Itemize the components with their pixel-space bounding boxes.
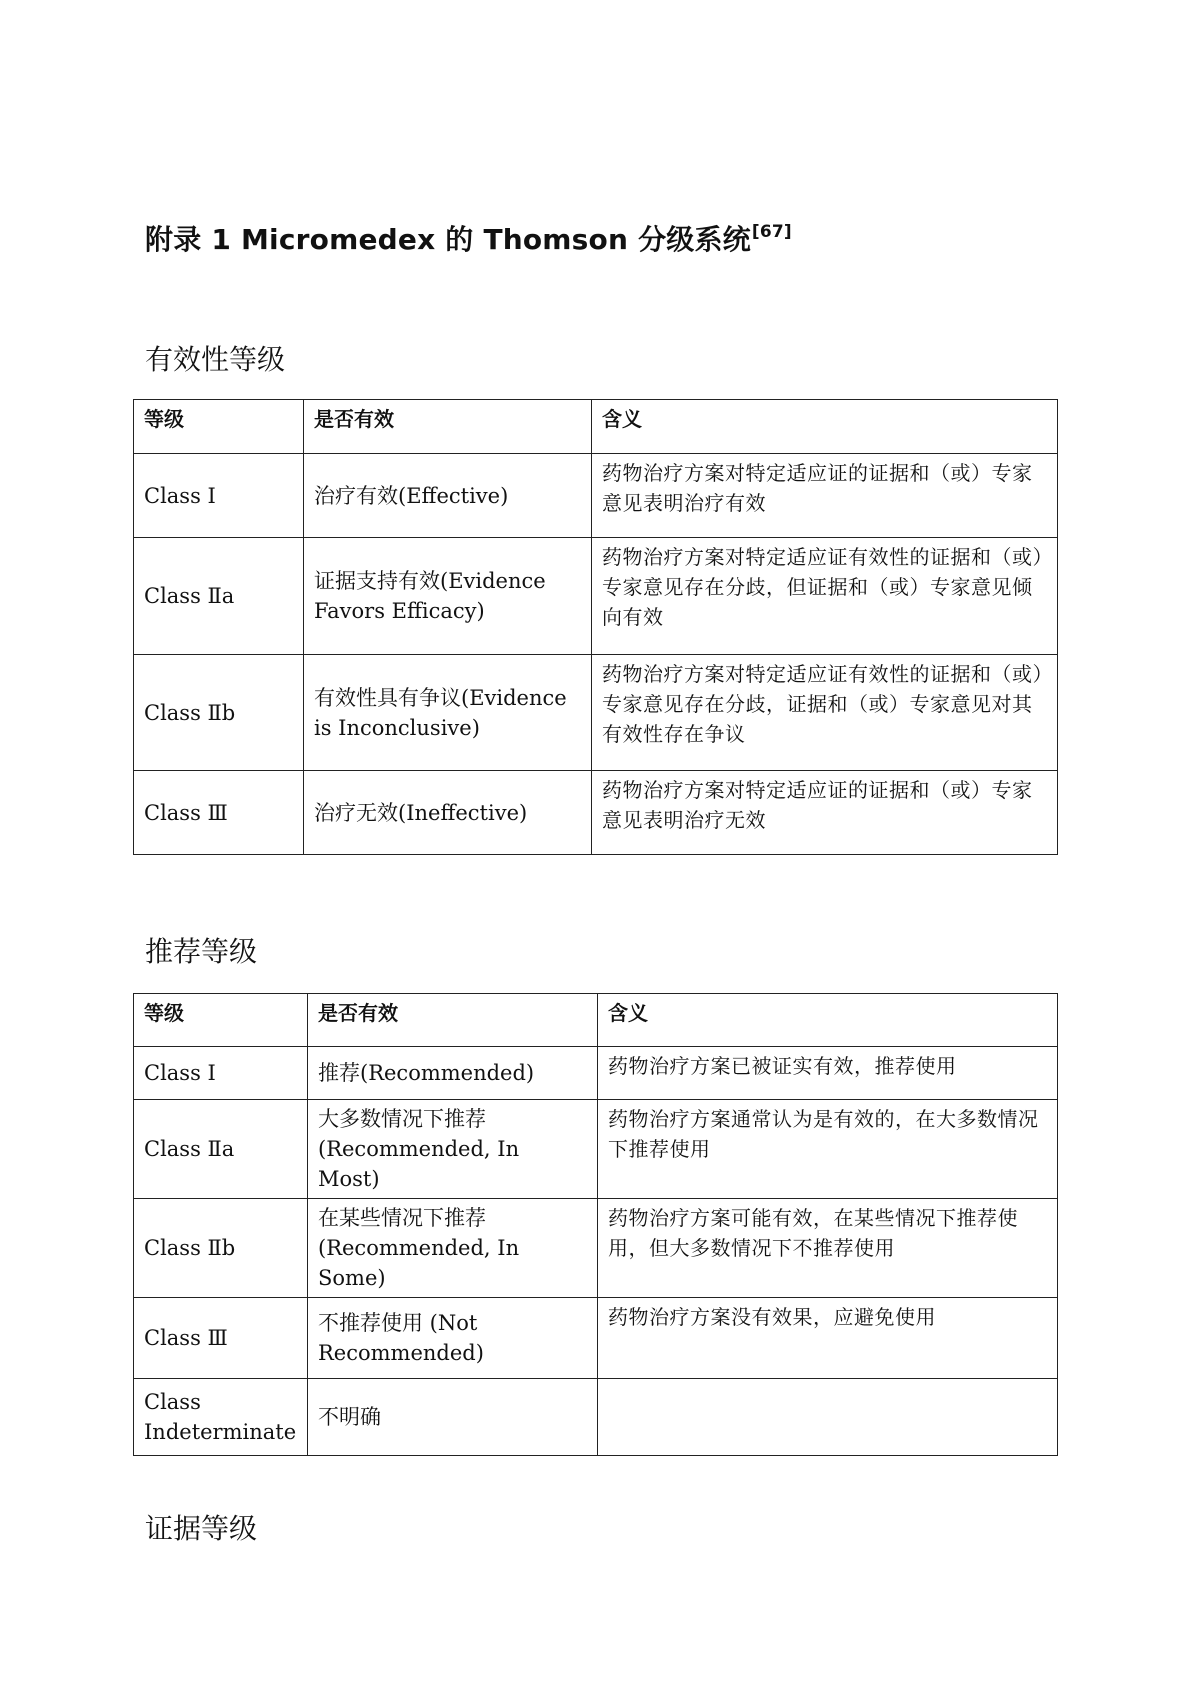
table-row (134, 1298, 1058, 1379)
column-header-meaning: 含义 (592, 400, 1058, 454)
meaning-cell: 药物治疗方案对特定适应证的证据和（或）专家意见表明治疗无效 (592, 771, 1058, 855)
table-row (134, 538, 1058, 655)
table-row (134, 655, 1058, 771)
effectiveness-cell: 在某些情况下推荐(Recommended, In Some) (308, 1199, 598, 1298)
table-row (134, 454, 1058, 538)
grade-cell: Class Ⅱa (134, 1100, 308, 1199)
recommendation-section-heading: 推荐等级 (145, 935, 258, 968)
grade-cell: Class Indeterminate (134, 1379, 308, 1456)
meaning-cell: 药物治疗方案已被证实有效，推荐使用 (598, 1047, 1058, 1100)
meaning-cell: 药物治疗方案没有效果，应避免使用 (598, 1298, 1058, 1379)
grade-cell: Class Ⅰ (134, 1047, 308, 1100)
effectiveness-cell: 治疗有效(Effective) (304, 454, 592, 538)
grade-cell: Class Ⅰ (134, 454, 304, 538)
efficacy-section-heading: 有效性等级 (145, 343, 286, 376)
meaning-cell (598, 1379, 1058, 1456)
meaning-cell: 药物治疗方案对特定适应证的证据和（或）专家意见表明治疗有效 (592, 454, 1058, 538)
column-header-effective: 是否有效 (304, 400, 592, 454)
effectiveness-cell: 有效性具有争议(Evidence is Inconclusive) (304, 655, 592, 771)
meaning-cell: 药物治疗方案通常认为是有效的，在大多数情况下推荐使用 (598, 1100, 1058, 1199)
effectiveness-cell: 证据支持有效(Evidence Favors Efficacy) (304, 538, 592, 655)
grade-cell: Class Ⅱb (134, 1199, 308, 1298)
effectiveness-cell: 治疗无效(Ineffective) (304, 771, 592, 855)
grade-cell: Class Ⅱa (134, 538, 304, 655)
meaning-cell: 药物治疗方案对特定适应证有效性的证据和（或）专家意见存在分歧，证据和（或）专家意见对其有效性存在争议 (592, 655, 1058, 771)
grade-cell: Class Ⅲ (134, 771, 304, 855)
grade-cell: Class Ⅱb (134, 655, 304, 771)
appendix-title (145, 218, 792, 258)
column-header-effective: 是否有效 (308, 994, 598, 1047)
column-header-meaning: 含义 (598, 994, 1058, 1047)
reference-citation: [67] (751, 222, 792, 242)
table-header-row (134, 400, 1058, 454)
table-row (134, 1199, 1058, 1298)
effectiveness-cell: 推荐(Recommended) (308, 1047, 598, 1100)
evidence-section-heading: 证据等级 (145, 1512, 258, 1545)
appendix-title-text: 附录 1 Micromedex 的 Thomson 分级系统 (145, 223, 751, 256)
table-row (134, 1379, 1058, 1456)
effectiveness-cell: 不推荐使用 (Not Recommended) (308, 1298, 598, 1379)
column-header-grade: 等级 (134, 994, 308, 1047)
table-header-row (134, 994, 1058, 1047)
efficacy-grade-table (133, 399, 1058, 855)
table-row (134, 1047, 1058, 1100)
recommendation-grade-table (133, 993, 1058, 1456)
effectiveness-cell: 不明确 (308, 1379, 598, 1456)
table-row (134, 1100, 1058, 1199)
column-header-grade: 等级 (134, 400, 304, 454)
effectiveness-cell: 大多数情况下推荐(Recommended, In Most) (308, 1100, 598, 1199)
meaning-cell: 药物治疗方案对特定适应证有效性的证据和（或）专家意见存在分歧，但证据和（或）专家意见倾向有效 (592, 538, 1058, 655)
table-row (134, 771, 1058, 855)
meaning-cell: 药物治疗方案可能有效，在某些情况下推荐使用，但大多数情况下不推荐使用 (598, 1199, 1058, 1298)
grade-cell: Class Ⅲ (134, 1298, 308, 1379)
